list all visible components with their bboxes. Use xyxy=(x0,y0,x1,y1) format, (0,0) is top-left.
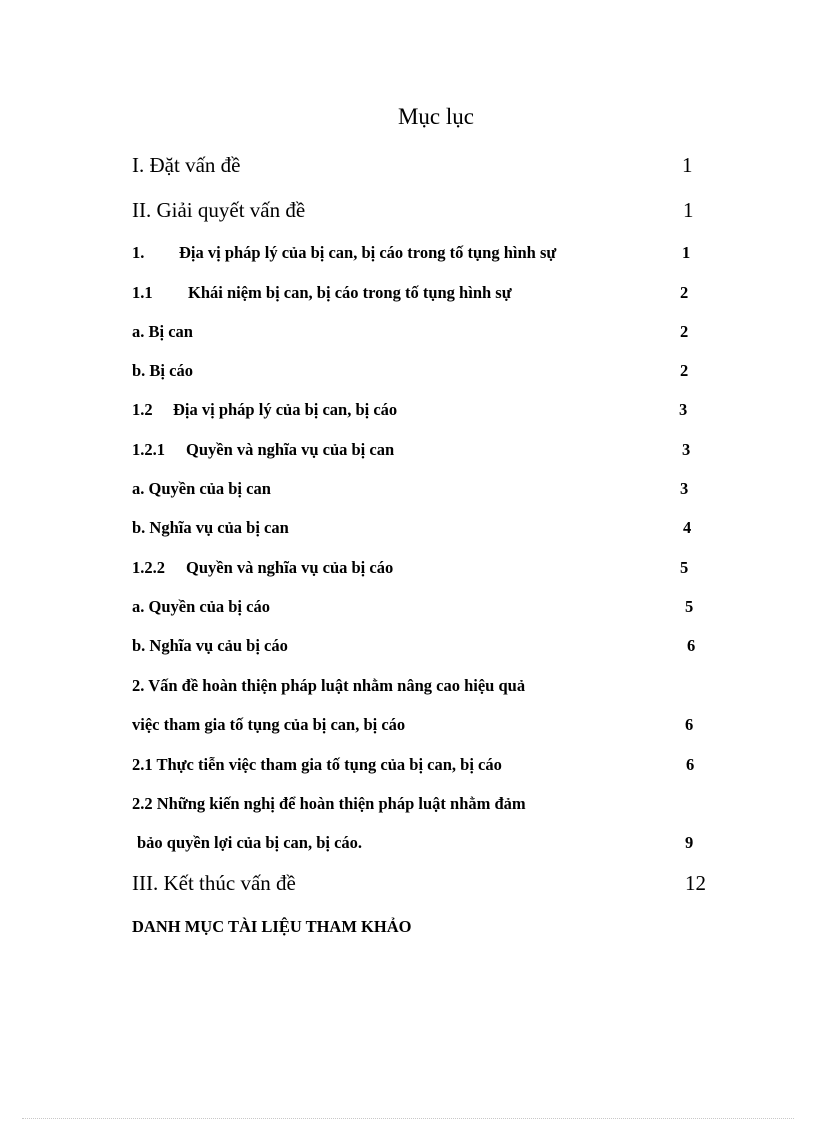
toc-entry-text: I. Đặt vấn đề xyxy=(132,153,241,177)
toc-entry xyxy=(0,558,816,588)
toc-entry-page: 12 xyxy=(685,871,706,895)
toc-entry-text: 2. Vấn đề hoàn thiện pháp luật nhằm nâng cao hiệu quả xyxy=(132,676,526,695)
toc-entry-text: Địa vị pháp lý của bị can, bị cáo xyxy=(173,400,398,419)
toc-entry xyxy=(0,597,816,627)
toc-entry-page: 9 xyxy=(685,833,694,852)
toc-entry-page: 2 xyxy=(680,283,689,302)
toc-entry-page: 3 xyxy=(682,440,691,459)
toc-entry-text: Địa vị pháp lý của bị can, bị cáo trong tố tụng hình sự xyxy=(179,243,557,262)
toc-title: Mục lục xyxy=(397,104,474,129)
toc-entry-number: 1. xyxy=(132,243,145,262)
toc-entry-text: b. Nghĩa vụ của bị can xyxy=(132,518,289,537)
toc-entry-text: 2.1 Thực tiễn việc tham gia tố tụng của bị can, bị cáo xyxy=(132,755,502,774)
toc-entry-page: 2 xyxy=(680,322,689,341)
toc-entry xyxy=(0,440,816,470)
toc-entry xyxy=(0,479,816,509)
toc-entry xyxy=(0,794,816,824)
toc-entry-page: 6 xyxy=(687,636,696,655)
toc-entry xyxy=(0,676,816,706)
toc-entry xyxy=(0,198,816,228)
toc-entry-number: 1.2 xyxy=(132,400,153,419)
toc-entry xyxy=(0,871,816,901)
toc-entry xyxy=(0,400,816,430)
toc-entry-text: II. Giải quyết vấn đề xyxy=(132,198,306,222)
toc-entry-page: 5 xyxy=(680,558,689,577)
toc-entry-page: 4 xyxy=(683,518,692,537)
toc-entry-text: Khái niệm bị can, bị cáo trong tố tụng hình sự xyxy=(188,283,512,302)
toc-entry xyxy=(0,283,816,313)
page-bottom-divider xyxy=(22,1118,794,1119)
toc-entry-text: b. Nghĩa vụ cảu bị cáo xyxy=(132,636,288,655)
toc-entry-text: a. Bị can xyxy=(132,322,193,341)
toc-entry-text: việc tham gia tố tụng của bị can, bị cáo xyxy=(132,715,406,734)
references-heading: DANH MỤC TÀI LIỆU THAM KHẢO xyxy=(132,917,412,936)
toc-entry-page: 3 xyxy=(680,479,689,498)
toc-entry-number: 1.1 xyxy=(132,283,153,302)
toc-entry-text: bảo quyền lợi của bị can, bị cáo. xyxy=(137,833,363,852)
toc-entry-text: 2.2 Những kiến nghị để hoàn thiện pháp luật nhằm đảm xyxy=(132,794,526,813)
toc-entry xyxy=(0,636,816,666)
toc-entry xyxy=(0,715,816,745)
toc-entry xyxy=(0,755,816,785)
toc-entry-text: a. Quyền của bị can xyxy=(132,479,271,498)
toc-entry xyxy=(0,153,816,183)
toc-entry-page: 6 xyxy=(686,755,695,774)
toc-entry-text: a. Quyền của bị cáo xyxy=(132,597,270,616)
toc-entry-page: 1 xyxy=(682,243,691,262)
toc-entry-page: 3 xyxy=(679,400,688,419)
toc-entry xyxy=(0,243,816,273)
toc-entry xyxy=(0,322,816,352)
toc-entry-page: 1 xyxy=(682,153,693,177)
toc-entry-page: 6 xyxy=(685,715,694,734)
toc-entry xyxy=(0,361,816,391)
toc-entry-text: Quyền và nghĩa vụ của bị can xyxy=(186,440,395,459)
toc-entry-number: 1.2.1 xyxy=(132,440,165,459)
toc-entry-page: 1 xyxy=(683,198,694,222)
toc-entry-page: 5 xyxy=(685,597,694,616)
toc-entry-text: III. Kết thúc vấn đề xyxy=(132,871,296,895)
toc-entry-text: Quyền và nghĩa vụ của bị cáo xyxy=(186,558,394,577)
toc-entry xyxy=(0,917,816,947)
toc-entry xyxy=(0,833,816,863)
toc-entry xyxy=(0,518,816,548)
toc-entry-page: 2 xyxy=(680,361,689,380)
toc-entry-text: b. Bị cáo xyxy=(132,361,193,380)
toc-entry-number: 1.2.2 xyxy=(132,558,165,577)
